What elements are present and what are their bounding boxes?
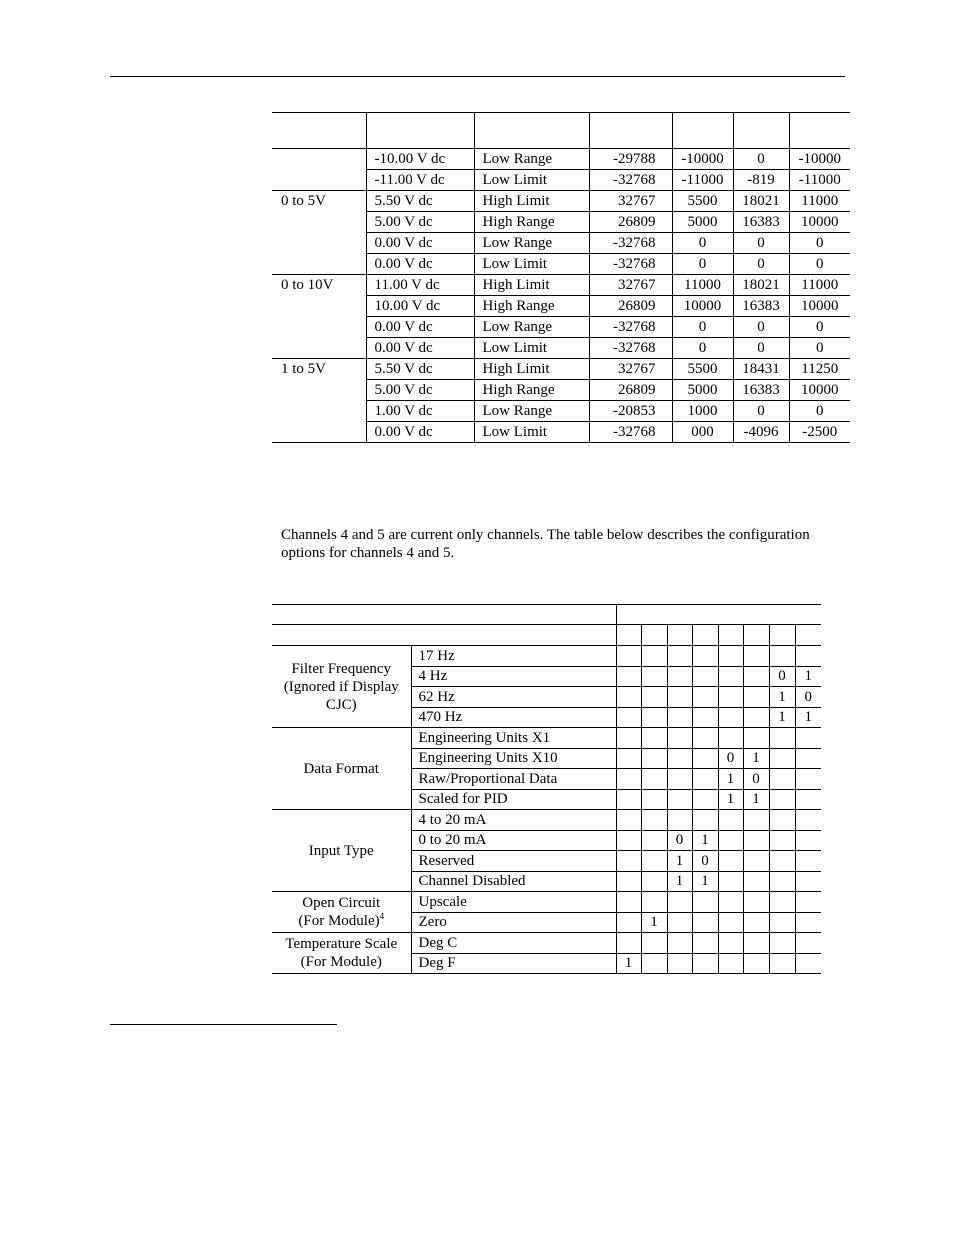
- header-cell: [795, 625, 821, 646]
- voltage-cell: 5.50 V dc: [366, 191, 474, 212]
- bit-cell: [692, 892, 718, 913]
- group-label-text: Filter Frequency: [291, 660, 392, 677]
- bit-cell: [718, 912, 743, 933]
- bit-cell: [667, 707, 692, 728]
- option-cell: Reserved: [411, 851, 616, 872]
- bit-cell: [795, 830, 821, 851]
- bit-cell: [718, 707, 743, 728]
- option-cell: Channel Disabled: [411, 871, 616, 892]
- bit-cell: [743, 687, 769, 708]
- option-cell: Upscale: [411, 892, 616, 913]
- group-label-text: Temperature Scale: [285, 936, 398, 952]
- range-cell: 0 to 10V: [272, 275, 366, 359]
- value-cell: 0: [733, 317, 789, 338]
- header-cell: [474, 113, 589, 149]
- condition-cell: High Range: [474, 296, 589, 317]
- table-row: [272, 892, 821, 913]
- group-label-text: CJC): [325, 696, 357, 713]
- bit-cell: 1: [718, 769, 743, 790]
- condition-cell: Low Limit: [474, 338, 589, 359]
- value-cell: 5000: [672, 212, 733, 233]
- header-cell: [641, 625, 667, 646]
- bit-cell: [641, 830, 667, 851]
- bit-cell: [616, 748, 641, 769]
- input-type-cell: [272, 810, 411, 892]
- bit-cell: 1: [616, 953, 641, 974]
- group-label-line: [272, 760, 411, 778]
- bit-cell: [769, 933, 795, 954]
- bit-cell: [743, 810, 769, 831]
- bit-cell: [641, 646, 667, 667]
- table-header-row: [272, 605, 821, 625]
- value-cell: -29788: [589, 149, 672, 170]
- bit-cell: 0: [718, 748, 743, 769]
- bit-cell: [692, 646, 718, 667]
- group-label-line: [272, 935, 411, 953]
- option-cell: Deg C: [411, 933, 616, 954]
- bit-cell: [718, 892, 743, 913]
- value-cell: 5500: [672, 191, 733, 212]
- table-row: [272, 646, 821, 667]
- bit-cell: [769, 953, 795, 974]
- bit-cell: [641, 687, 667, 708]
- bit-cell: [743, 851, 769, 872]
- header-cell: [272, 605, 411, 625]
- value-cell: 10000: [789, 296, 850, 317]
- bit-cell: [769, 728, 795, 749]
- bit-cell: [718, 687, 743, 708]
- value-cell: -10000: [789, 149, 850, 170]
- temperature-scale-cell: [272, 933, 411, 974]
- bit-cell: 1: [667, 851, 692, 872]
- bit-cell: 1: [718, 789, 743, 810]
- bit-cell: [769, 748, 795, 769]
- header-cell: [789, 113, 850, 149]
- table-row: [272, 191, 850, 212]
- bit-cell: [743, 830, 769, 851]
- bit-cell: [795, 748, 821, 769]
- group-label-text: Data Format: [303, 760, 379, 777]
- header-cell: [733, 113, 789, 149]
- group-label-line: [272, 894, 411, 912]
- bit-cell: [641, 933, 667, 954]
- header-cell: [366, 113, 474, 149]
- condition-cell: Low Range: [474, 233, 589, 254]
- voltage-cell: 0.00 V dc: [366, 422, 474, 443]
- condition-cell: Low Limit: [474, 254, 589, 275]
- value-cell: 0: [733, 233, 789, 254]
- bit-cell: [769, 789, 795, 810]
- bit-cell: 0: [692, 851, 718, 872]
- bit-cell: [692, 769, 718, 790]
- filter-frequency-cell: [272, 646, 411, 728]
- value-cell: -32768: [589, 317, 672, 338]
- header-cell: [692, 625, 718, 646]
- value-cell: 16383: [733, 296, 789, 317]
- bit-cell: 1: [795, 707, 821, 728]
- bit-cell: [769, 851, 795, 872]
- voltage-cell: 10.00 V dc: [366, 296, 474, 317]
- bit-cell: [692, 728, 718, 749]
- value-cell: -20853: [589, 401, 672, 422]
- group-label-line: [272, 678, 411, 696]
- bit-cell: [795, 871, 821, 892]
- value-cell: 0: [733, 254, 789, 275]
- header-cell: [272, 113, 366, 149]
- value-cell: 0: [789, 317, 850, 338]
- bit-cell: [692, 748, 718, 769]
- value-cell: -32768: [589, 338, 672, 359]
- bit-cell: [795, 810, 821, 831]
- value-cell: 5500: [672, 359, 733, 380]
- group-label-line: [272, 912, 411, 930]
- bit-cell: [718, 646, 743, 667]
- bit-cell: 0: [667, 830, 692, 851]
- bit-cell: [616, 646, 641, 667]
- bit-cell: [641, 892, 667, 913]
- bit-cell: [718, 851, 743, 872]
- bit-cell: [616, 892, 641, 913]
- group-label-line: [272, 696, 411, 714]
- value-cell: 10000: [789, 380, 850, 401]
- bit-cell: [692, 810, 718, 831]
- value-cell: 0: [789, 401, 850, 422]
- bit-cell: [743, 871, 769, 892]
- range-cell: 0 to 5V: [272, 191, 366, 275]
- bit-cell: [692, 912, 718, 933]
- condition-cell: Low Range: [474, 317, 589, 338]
- table-row: [272, 359, 850, 380]
- value-cell: 5000: [672, 380, 733, 401]
- bit-cell: [616, 871, 641, 892]
- value-cell: 0: [733, 149, 789, 170]
- option-cell: 470 Hz: [411, 707, 616, 728]
- bit-cell: [616, 707, 641, 728]
- option-cell: 4 Hz: [411, 666, 616, 687]
- bit-cell: [743, 892, 769, 913]
- bit-cell: [692, 789, 718, 810]
- bit-cell: [743, 707, 769, 728]
- value-cell: 11000: [672, 275, 733, 296]
- bit-cell: [718, 871, 743, 892]
- table-row: [272, 275, 850, 296]
- bit-cell: [692, 933, 718, 954]
- bit-cell: [769, 912, 795, 933]
- bit-cell: [795, 953, 821, 974]
- condition-cell: High Limit: [474, 275, 589, 296]
- bit-cell: [667, 953, 692, 974]
- bit-cell: 0: [795, 687, 821, 708]
- option-cell: Engineering Units X1: [411, 728, 616, 749]
- bit-cell: [795, 646, 821, 667]
- value-cell: -32768: [589, 170, 672, 191]
- bit-cell: [692, 687, 718, 708]
- bit-cell: [641, 748, 667, 769]
- bit-cell: 0: [769, 666, 795, 687]
- bit-cell: [667, 933, 692, 954]
- bit-cell: 1: [692, 871, 718, 892]
- group-label-line: [272, 953, 411, 971]
- bit-cell: 1: [743, 789, 769, 810]
- voltage-cell: 5.00 V dc: [366, 212, 474, 233]
- group-label-text: Open Circuit: [302, 895, 381, 911]
- bit-cell: [692, 953, 718, 974]
- option-cell: Deg F: [411, 953, 616, 974]
- channel-config-table: [272, 604, 821, 974]
- option-cell: 62 Hz: [411, 687, 616, 708]
- bit-cell: 0: [743, 769, 769, 790]
- bit-cell: [667, 769, 692, 790]
- value-cell: 11000: [789, 275, 850, 296]
- option-cell: Engineering Units X10: [411, 748, 616, 769]
- table-row: [272, 933, 821, 954]
- value-cell: 10000: [789, 212, 850, 233]
- value-cell: 0: [789, 338, 850, 359]
- bit-cell: 1: [667, 871, 692, 892]
- bit-cell: [795, 728, 821, 749]
- value-cell: 16383: [733, 380, 789, 401]
- voltage-cell: 0.00 V dc: [366, 233, 474, 254]
- value-cell: 26809: [589, 380, 672, 401]
- group-label-text: Input Type: [308, 842, 374, 859]
- bit-cell: [616, 789, 641, 810]
- value-cell: 26809: [589, 296, 672, 317]
- header-cell: [667, 625, 692, 646]
- header-cell: [589, 113, 672, 149]
- voltage-cell: 0.00 V dc: [366, 254, 474, 275]
- value-cell: 0: [672, 254, 733, 275]
- data-format-cell: [272, 728, 411, 810]
- condition-cell: High Limit: [474, 191, 589, 212]
- bit-cell: [641, 728, 667, 749]
- bit-cell: [718, 666, 743, 687]
- bit-cell: [743, 728, 769, 749]
- bit-cell: [616, 810, 641, 831]
- footnote-marker: 4: [379, 911, 385, 921]
- group-label-text: (Ignored if Display: [283, 678, 399, 695]
- bit-cell: [667, 748, 692, 769]
- bit-cell: [616, 666, 641, 687]
- group-label-text: (For Module): [298, 913, 380, 929]
- option-cell: Raw/Proportional Data: [411, 769, 616, 790]
- value-cell: 0: [789, 233, 850, 254]
- condition-cell: High Range: [474, 212, 589, 233]
- header-cell: [743, 625, 769, 646]
- bit-cell: [616, 830, 641, 851]
- footnote-rule: [110, 1024, 337, 1025]
- condition-cell: High Range: [474, 380, 589, 401]
- bit-cell: [667, 892, 692, 913]
- value-cell: -2500: [789, 422, 850, 443]
- bit-cell: [743, 912, 769, 933]
- value-cell: 16383: [733, 212, 789, 233]
- bit-cell: 1: [641, 912, 667, 933]
- bit-cell: [616, 851, 641, 872]
- bit-cell: [795, 933, 821, 954]
- bit-cell: [641, 871, 667, 892]
- voltage-cell: 0.00 V dc: [366, 338, 474, 359]
- bit-cell: [795, 769, 821, 790]
- bit-cell: [718, 933, 743, 954]
- bit-cell: [795, 912, 821, 933]
- bit-cell: [795, 851, 821, 872]
- bit-cell: [641, 769, 667, 790]
- bit-cell: [743, 953, 769, 974]
- header-cell: [272, 625, 616, 646]
- bit-cell: [616, 912, 641, 933]
- bit-cell: [667, 789, 692, 810]
- bit-cell: [743, 666, 769, 687]
- bit-cell: [718, 728, 743, 749]
- value-cell: 0: [672, 233, 733, 254]
- bit-cell: [718, 830, 743, 851]
- voltage-range-table: [272, 112, 850, 443]
- value-cell: -819: [733, 170, 789, 191]
- value-cell: -11000: [672, 170, 733, 191]
- bit-cell: [641, 851, 667, 872]
- voltage-cell: -10.00 V dc: [366, 149, 474, 170]
- bit-cell: [692, 707, 718, 728]
- value-cell: -10000: [672, 149, 733, 170]
- bit-cell: [769, 769, 795, 790]
- value-cell: 18021: [733, 275, 789, 296]
- range-cell: 1 to 5V: [272, 359, 366, 443]
- option-cell: 17 Hz: [411, 646, 616, 667]
- bit-cell: [795, 789, 821, 810]
- value-cell: 18021: [733, 191, 789, 212]
- bit-cell: [667, 728, 692, 749]
- bit-cell: [641, 666, 667, 687]
- value-cell: 000: [672, 422, 733, 443]
- condition-cell: High Limit: [474, 359, 589, 380]
- table-row: [272, 149, 850, 170]
- option-cell: 4 to 20 mA: [411, 810, 616, 831]
- value-cell: 0: [672, 338, 733, 359]
- voltage-cell: 5.50 V dc: [366, 359, 474, 380]
- bit-cell: [769, 830, 795, 851]
- table-header-row: [272, 625, 821, 646]
- bit-cell: [769, 646, 795, 667]
- header-cell: [769, 625, 795, 646]
- bit-cell: [641, 810, 667, 831]
- group-label-line: [272, 842, 411, 860]
- value-cell: 10000: [672, 296, 733, 317]
- voltage-cell: 5.00 V dc: [366, 380, 474, 401]
- header-cell: [411, 605, 616, 625]
- header-cell: [672, 113, 733, 149]
- bit-cell: 1: [769, 687, 795, 708]
- option-cell: 0 to 20 mA: [411, 830, 616, 851]
- voltage-cell: -11.00 V dc: [366, 170, 474, 191]
- group-label-line: [272, 660, 411, 678]
- value-cell: 32767: [589, 275, 672, 296]
- bit-cell: [616, 933, 641, 954]
- value-cell: 18431: [733, 359, 789, 380]
- bit-cell: [667, 666, 692, 687]
- bit-cell: [667, 687, 692, 708]
- value-cell: 0: [733, 401, 789, 422]
- value-cell: 26809: [589, 212, 672, 233]
- bit-cell: [769, 871, 795, 892]
- value-cell: 0: [733, 338, 789, 359]
- bit-cell: [616, 687, 641, 708]
- bit-cell: [641, 707, 667, 728]
- header-cell: [616, 605, 821, 625]
- table-row: [272, 728, 821, 749]
- bit-cell: [667, 810, 692, 831]
- value-cell: 32767: [589, 359, 672, 380]
- voltage-cell: 0.00 V dc: [366, 317, 474, 338]
- condition-cell: Low Limit: [474, 422, 589, 443]
- range-cell: [272, 149, 366, 191]
- condition-cell: Low Range: [474, 401, 589, 422]
- bit-cell: [795, 892, 821, 913]
- value-cell: -4096: [733, 422, 789, 443]
- option-cell: Scaled for PID: [411, 789, 616, 810]
- bit-cell: [641, 953, 667, 974]
- bit-cell: 1: [795, 666, 821, 687]
- voltage-cell: 11.00 V dc: [366, 275, 474, 296]
- value-cell: 0: [789, 254, 850, 275]
- condition-cell: Low Range: [474, 149, 589, 170]
- value-cell: 32767: [589, 191, 672, 212]
- value-cell: -11000: [789, 170, 850, 191]
- bit-cell: [641, 789, 667, 810]
- value-cell: 11000: [789, 191, 850, 212]
- value-cell: 11250: [789, 359, 850, 380]
- condition-cell: Low Limit: [474, 170, 589, 191]
- bit-cell: 1: [743, 748, 769, 769]
- open-circuit-cell: [272, 892, 411, 933]
- value-cell: -32768: [589, 233, 672, 254]
- bit-cell: 1: [692, 830, 718, 851]
- value-cell: -32768: [589, 254, 672, 275]
- bit-cell: [616, 728, 641, 749]
- header-cell: [718, 625, 743, 646]
- table-row: [272, 810, 821, 831]
- bit-cell: [769, 892, 795, 913]
- value-cell: 1000: [672, 401, 733, 422]
- voltage-cell: 1.00 V dc: [366, 401, 474, 422]
- bit-cell: [616, 769, 641, 790]
- bit-cell: [718, 953, 743, 974]
- header-cell: [616, 625, 641, 646]
- bit-cell: 1: [769, 707, 795, 728]
- bit-cell: [692, 666, 718, 687]
- table-header-row: [272, 113, 850, 149]
- bit-cell: [667, 646, 692, 667]
- bit-cell: [718, 810, 743, 831]
- option-cell: Zero: [411, 912, 616, 933]
- bit-cell: [667, 912, 692, 933]
- bit-cell: [743, 646, 769, 667]
- bit-cell: [769, 810, 795, 831]
- header-rule: [110, 76, 845, 77]
- group-label-text: (For Module): [300, 954, 382, 970]
- value-cell: 0: [672, 317, 733, 338]
- bit-cell: [743, 933, 769, 954]
- value-cell: -32768: [589, 422, 672, 443]
- body-paragraph: Channels 4 and 5 are current only channels. The table below describes the configuration options for channels 4 and 5.: [281, 527, 810, 561]
